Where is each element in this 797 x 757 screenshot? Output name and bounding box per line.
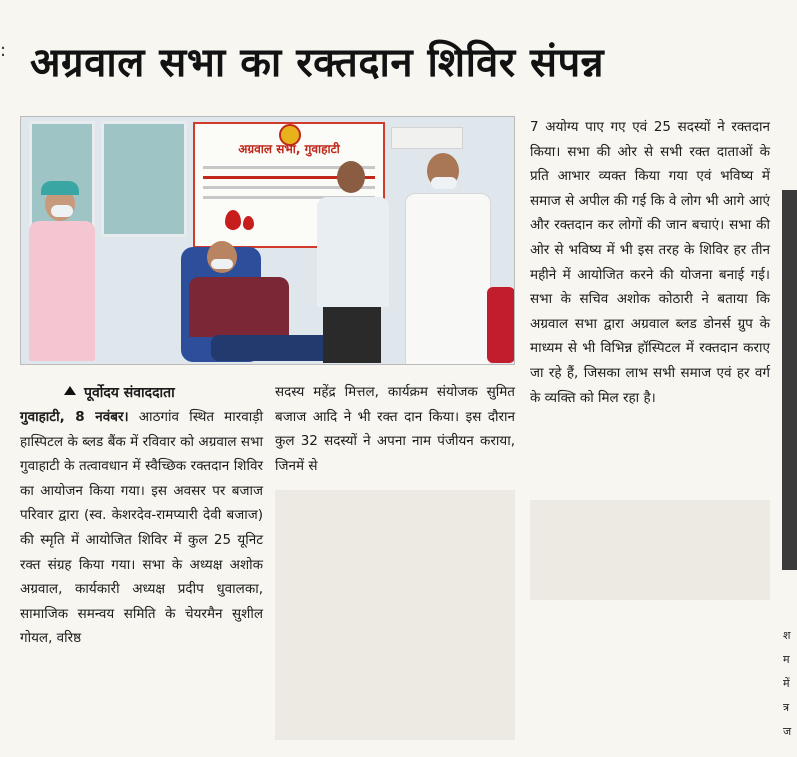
article-column-3 <box>530 115 770 410</box>
volunteer-head <box>337 161 365 193</box>
volunteer-shirt <box>317 197 389 307</box>
blank-area <box>275 490 515 740</box>
byline-text: पूर्वोदय संवाददाता <box>84 385 175 401</box>
triangle-icon <box>64 386 76 395</box>
nurse-uniform <box>29 221 95 361</box>
volunteer-trousers <box>323 307 381 363</box>
byline <box>64 383 175 402</box>
edge-fragment: में <box>783 677 790 690</box>
column-3-text: 7 अयोग्य पाए गए एवं 25 सदस्यों ने रक्तदान किया। सभा की ओर से सभी रक्त दाताओं के प्रति आभार व्यक्त किया गया एवं भविष्य में समाज से अपील की गई कि वे लोग भी आगे आएं और रक्तदान कर लोगों की जान बचाएं। सभा की ओर से भविष्य में भी इस तरह के शिविर हर तीन महीने में आयोजित करने की योजना बनाई गई। सभा के सचिव अशोक कोठारी ने बताया कि अग्रवाल सभा द्वारा अग्रवाल ब्लड डोनर्स ग्रुप के माध्यम से भी विभिन्न हॉस्पिटल में रक्तदान कराए जा रहे हैं, जिसका लाभ सभी समाज एवं हर वर्ग के व्यक्ति को मिल रहा है। <box>530 119 770 406</box>
air-conditioner <box>391 127 463 149</box>
edge-fragment: त्र <box>783 701 790 714</box>
page-fold-mark: : <box>0 40 7 61</box>
donor-legs <box>211 335 331 361</box>
news-photo <box>20 116 515 365</box>
headline: अग्रवाल सभा का रक्तदान शिविर संपन्न <box>30 40 605 86</box>
column-2-text: सदस्य महेंद्र मित्तल, कार्यक्रम संयोजक सुमित बजाज आदि ने भी रक्त दान किया। इस दौरान कुल 32 सदस्यों ने अपना नाम पंजीयन कराया, जिनमें से <box>275 384 515 474</box>
article-column-2 <box>275 380 515 478</box>
edge-fragment: ज <box>783 725 792 738</box>
nurse-cap <box>41 181 79 195</box>
red-chair <box>487 287 515 363</box>
blank-area <box>530 500 770 600</box>
edge-fragment: म <box>783 653 790 666</box>
blood-drop-icon <box>243 216 254 230</box>
article-column-1 <box>20 405 263 651</box>
donor-shirt <box>189 277 289 337</box>
adjacent-photo-edge <box>782 190 797 570</box>
banner-title: अग्रवाल सभा, गुवाहाटी <box>238 142 340 156</box>
dateline: गुवाहाटी, 8 नवंबर। <box>20 409 129 425</box>
window <box>101 121 187 237</box>
doctor-coat <box>405 193 491 365</box>
blood-drop-icon <box>225 210 241 230</box>
edge-fragment: श <box>783 629 791 642</box>
column-1-text: आठगांव स्थित मारवाड़ी हास्पिटल के ब्लड बैंक में रविवार को अग्रवाल सभा गुवाहाटी के तत्वावधान में स्वैच्छिक रक्तदान शिविर का आयोजन किया गया। इस अवसर पर बजाज परिवार द्वारा (स्व. केशरदेव-रामप्यारी देवी बजाज) की स्मृति में आयोजित शिविर में कुल 25 यूनिट रक्त संग्रह किया गया। सभा के अध्यक्ष अशोक अग्रवाल, कार्यकारी अध्यक्ष प्रदीप धुवालका, सामाजिक समन्वय समिति के चेयरमैन सुशील गोयल, वरिष्ठ <box>20 409 263 647</box>
